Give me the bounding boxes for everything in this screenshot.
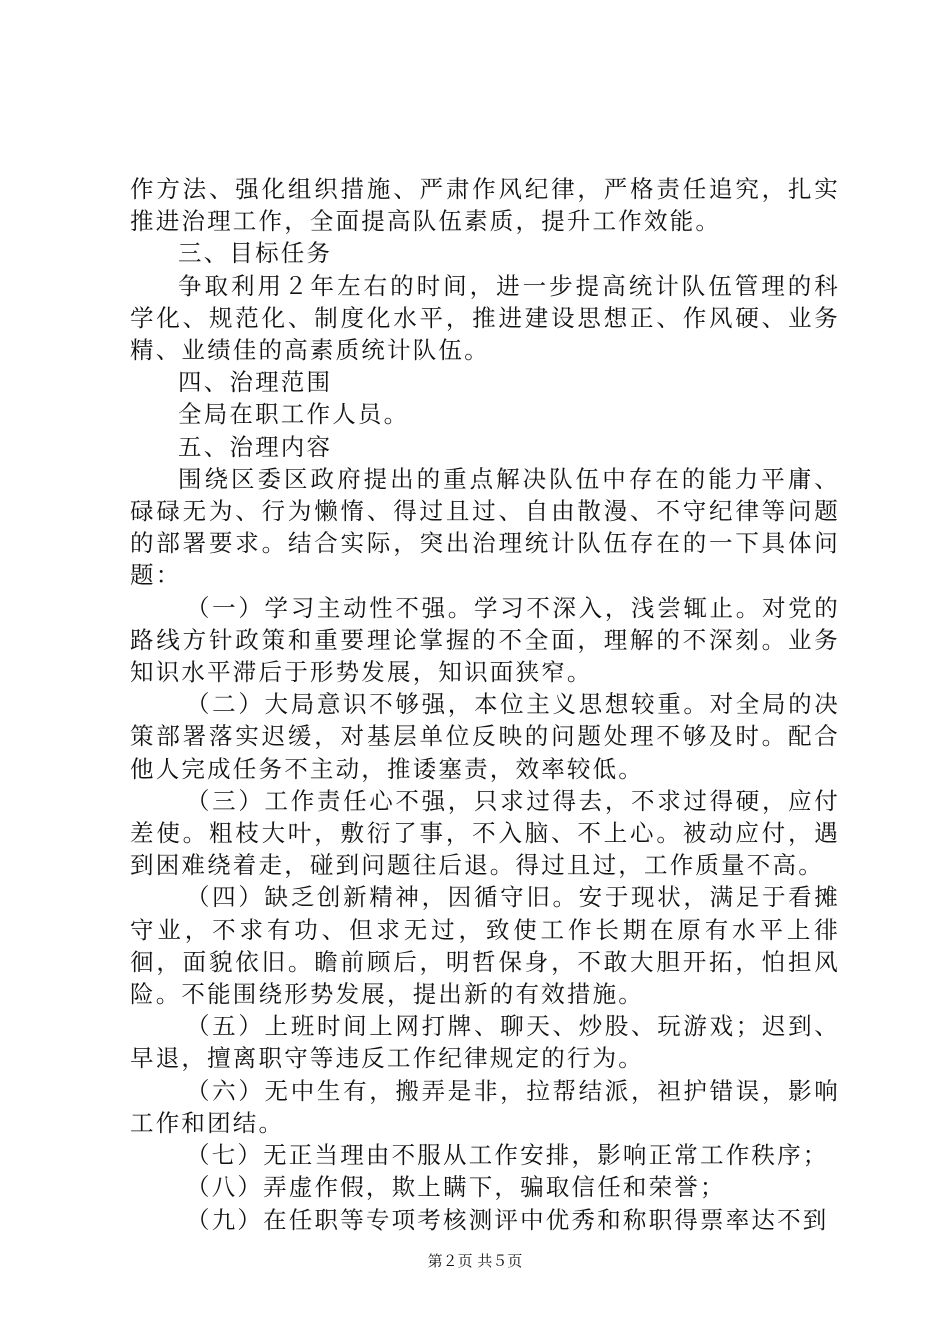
list-item-6: （六）无中生有，搬弄是非，拉帮结派，袒护错误，影响工作和团结。 [130,1076,840,1137]
heading-section-5: 五、治理内容 [178,432,333,461]
paragraph-continuation: 作方法、强化组织措施、严肃作风纪律，严格责任追究，扎实推进治理工作，全面提高队伍素质，提升工作效能。 [130,175,840,236]
list-item-7: （七）无正当理由不服从工作安排，影响正常工作秩序； [186,1141,829,1170]
list-item-3: （三）工作责任心不强，只求过得去，不求过得硬，应付差使。粗枝大叶，敷衍了事，不入脑、不上心。被动应付，遇到困难绕着走，碰到问题往后退。得过且过，工作质量不高。 [130,786,840,880]
page-number-footer: 第２页 共５页 [427,1252,523,1270]
list-item-8: （八）弄虚作假，欺上瞒下，骗取信任和荣誉； [186,1173,726,1202]
list-item-5: （五）上班时间上网打牌、聊天、炒股、玩游戏；迟到、早退，擅离职守等违反工作纪律规定的行为。 [130,1012,840,1073]
paragraph-content-intro: 围绕区委区政府提出的重点解决队伍中存在的能力平庸、碌碌无为、行为懒惰、得过且过、自由散漫、不守纪律等问题的部署要求。结合实际，突出治理统计队伍存在的一下具体问题： [130,464,840,590]
list-item-4: （四）缺乏创新精神，因循守旧。安于现状，满足于看摊守业，不求有功、但求无过，致使工作长期在原有水平上徘徊，面貌依旧。瞻前顾后，明哲保身，不敢大胆开拓，怕担风险。不能围绕形势发展，提出新的有效措施。 [130,883,840,1009]
heading-section-3: 三、目标任务 [178,239,333,268]
heading-section-4: 四、治理范围 [178,368,333,397]
paragraph-goals: 争取利用２年左右的时间，进一步提高统计队伍管理的科学化、规范化、制度化水平，推进建设思想正、作风硬、业务精、业绩佳的高素质统计队伍。 [130,271,840,365]
paragraph-scope: 全局在职工作人员。 [178,400,410,429]
document-body [130,173,840,1236]
list-item-1: （一）学习主动性不强。学习不深入，浅尝辄止。对党的路线方针政策和重要理论掌握的不全面，理解的不深刻。业务知识水平滞后于形势发展，知识面狭窄。 [130,593,840,687]
list-item-9: （九）在任职等专项考核测评中优秀和称职得票率达不到 [186,1205,829,1234]
list-item-2: （二）大局意识不够强，本位主义思想较重。对全局的决策部署落实迟缓，对基层单位反映的问题处理不够及时。配合他人完成任务不主动，推诿塞责，效率较低。 [130,690,840,783]
